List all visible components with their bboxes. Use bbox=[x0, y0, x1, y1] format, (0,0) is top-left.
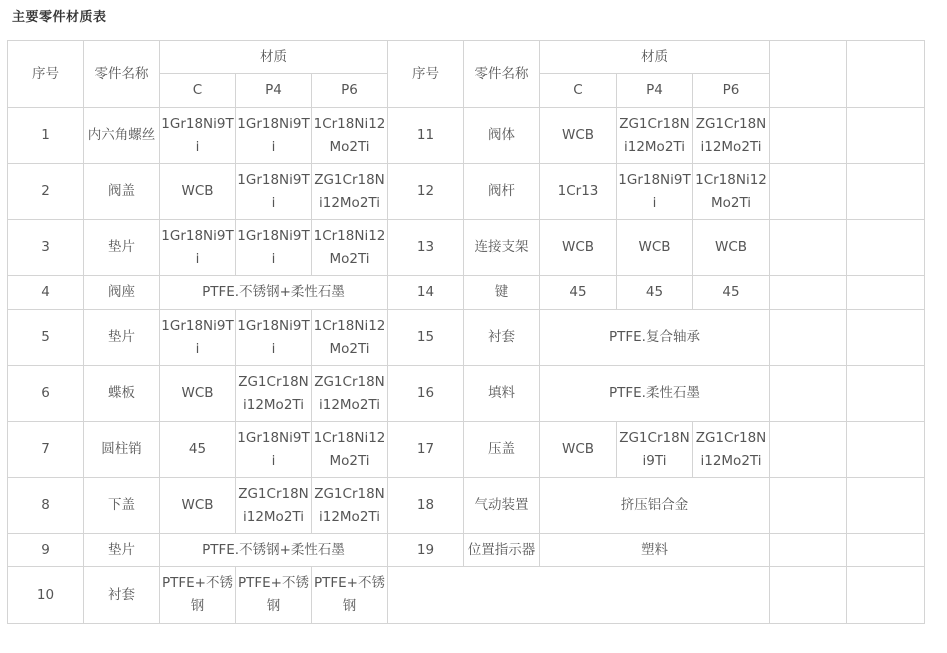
cell-p4: WCB bbox=[617, 220, 693, 276]
cell-no: 14 bbox=[388, 276, 464, 310]
header-row bbox=[8, 41, 925, 74]
empty-cell bbox=[770, 478, 847, 534]
cell-c: WCB bbox=[160, 164, 236, 220]
cell-no: 5 bbox=[8, 310, 84, 366]
cell-name: 填料 bbox=[464, 366, 540, 422]
cell-no: 19 bbox=[388, 534, 464, 567]
empty-cell bbox=[770, 422, 847, 478]
cell-p4: PTFE+不锈钢 bbox=[236, 567, 312, 624]
cell-c: WCB bbox=[160, 478, 236, 534]
cell-name: 内六角螺丝 bbox=[84, 108, 160, 164]
cell-c: WCB bbox=[540, 422, 617, 478]
cell-p4: ZG1Cr18Ni9Ti bbox=[617, 422, 693, 478]
cell-c: 1Cr13 bbox=[540, 164, 617, 220]
cell-p4: ZG1Cr18Ni12Mo2Ti bbox=[236, 366, 312, 422]
empty-cell bbox=[847, 220, 925, 276]
cell-p4: 1Gr18Ni9Ti bbox=[236, 164, 312, 220]
empty-cell bbox=[847, 276, 925, 310]
empty-cell bbox=[770, 220, 847, 276]
cell-c: 45 bbox=[160, 422, 236, 478]
empty-cell bbox=[847, 164, 925, 220]
empty-cell bbox=[770, 41, 847, 108]
header-p4: P4 bbox=[617, 74, 693, 108]
cell-c: WCB bbox=[540, 108, 617, 164]
empty-cell bbox=[847, 108, 925, 164]
cell-no: 6 bbox=[8, 366, 84, 422]
table-row bbox=[8, 108, 925, 164]
cell-p4: 1Gr18Ni9Ti bbox=[236, 422, 312, 478]
cell-merged-material: PTFE.复合轴承 bbox=[540, 310, 770, 366]
empty-cell bbox=[847, 41, 925, 108]
parts-material-table bbox=[7, 40, 925, 624]
empty-cell bbox=[770, 310, 847, 366]
cell-p6: ZG1Cr18Ni12Mo2Ti bbox=[312, 366, 388, 422]
empty-cell bbox=[770, 164, 847, 220]
cell-merged-material: PTFE.不锈钢+柔性石墨 bbox=[160, 276, 388, 310]
cell-p6: ZG1Cr18Ni12Mo2Ti bbox=[693, 108, 770, 164]
cell-name: 气动装置 bbox=[464, 478, 540, 534]
cell-p6: 1Cr18Ni12Mo2Ti bbox=[312, 422, 388, 478]
cell-name: 垫片 bbox=[84, 534, 160, 567]
cell-merged-material: PTFE.不锈钢+柔性石墨 bbox=[160, 534, 388, 567]
cell-p4: 1Gr18Ni9Ti bbox=[236, 108, 312, 164]
table-row bbox=[8, 422, 925, 478]
header-p4: P4 bbox=[236, 74, 312, 108]
cell-c: WCB bbox=[540, 220, 617, 276]
cell-name: 下盖 bbox=[84, 478, 160, 534]
header-name: 零件名称 bbox=[84, 41, 160, 108]
table-row bbox=[8, 567, 925, 624]
cell-p6: 1Cr18Ni12Mo2Ti bbox=[312, 220, 388, 276]
cell-name: 阀杆 bbox=[464, 164, 540, 220]
cell-merged-material: 塑料 bbox=[540, 534, 770, 567]
cell-p4: 1Gr18Ni9Ti bbox=[236, 310, 312, 366]
cell-name: 阀体 bbox=[464, 108, 540, 164]
empty-cell bbox=[847, 366, 925, 422]
cell-no: 2 bbox=[8, 164, 84, 220]
cell-name: 阀盖 bbox=[84, 164, 160, 220]
empty-cell bbox=[388, 567, 770, 624]
cell-p4: ZG1Cr18Ni12Mo2Ti bbox=[236, 478, 312, 534]
cell-c: 1Gr18Ni9Ti bbox=[160, 220, 236, 276]
table-row bbox=[8, 164, 925, 220]
cell-name: 衬套 bbox=[84, 567, 160, 624]
empty-cell bbox=[770, 108, 847, 164]
cell-p6: ZG1Cr18Ni12Mo2Ti bbox=[312, 478, 388, 534]
cell-p6: PTFE+不锈钢 bbox=[312, 567, 388, 624]
cell-no: 17 bbox=[388, 422, 464, 478]
header-material: 材质 bbox=[540, 41, 770, 74]
header-material: 材质 bbox=[160, 41, 388, 74]
empty-cell bbox=[847, 567, 925, 624]
empty-cell bbox=[847, 478, 925, 534]
cell-no: 18 bbox=[388, 478, 464, 534]
cell-p4: 1Gr18Ni9Ti bbox=[236, 220, 312, 276]
cell-no: 11 bbox=[388, 108, 464, 164]
cell-p4: 1Gr18Ni9Ti bbox=[617, 164, 693, 220]
cell-name: 位置指示器 bbox=[464, 534, 540, 567]
table-row bbox=[8, 478, 925, 534]
cell-name: 键 bbox=[464, 276, 540, 310]
empty-cell bbox=[770, 366, 847, 422]
cell-p6: ZG1Cr18Ni12Mo2Ti bbox=[693, 422, 770, 478]
cell-name: 圆柱销 bbox=[84, 422, 160, 478]
cell-name: 压盖 bbox=[464, 422, 540, 478]
cell-merged-material: 挤压铝合金 bbox=[540, 478, 770, 534]
empty-cell bbox=[770, 534, 847, 567]
cell-c: PTFE+不锈钢 bbox=[160, 567, 236, 624]
cell-c: 1Gr18Ni9Ti bbox=[160, 108, 236, 164]
cell-no: 9 bbox=[8, 534, 84, 567]
cell-no: 12 bbox=[388, 164, 464, 220]
header-c: C bbox=[540, 74, 617, 108]
cell-p6: WCB bbox=[693, 220, 770, 276]
header-name: 零件名称 bbox=[464, 41, 540, 108]
empty-cell bbox=[770, 567, 847, 624]
empty-cell bbox=[770, 276, 847, 310]
table-row bbox=[8, 310, 925, 366]
cell-name: 衬套 bbox=[464, 310, 540, 366]
cell-no: 7 bbox=[8, 422, 84, 478]
cell-no: 1 bbox=[8, 108, 84, 164]
empty-cell bbox=[847, 534, 925, 567]
empty-cell bbox=[847, 310, 925, 366]
header-p6: P6 bbox=[312, 74, 388, 108]
cell-name: 垫片 bbox=[84, 220, 160, 276]
cell-p6: ZG1Cr18Ni12Mo2Ti bbox=[312, 164, 388, 220]
cell-name: 阀座 bbox=[84, 276, 160, 310]
table-row bbox=[8, 276, 925, 310]
header-no: 序号 bbox=[388, 41, 464, 108]
cell-c: 45 bbox=[540, 276, 617, 310]
header-no: 序号 bbox=[8, 41, 84, 108]
header-c: C bbox=[160, 74, 236, 108]
cell-no: 16 bbox=[388, 366, 464, 422]
header-p6: P6 bbox=[693, 74, 770, 108]
empty-cell bbox=[847, 422, 925, 478]
cell-no: 13 bbox=[388, 220, 464, 276]
cell-p4: 45 bbox=[617, 276, 693, 310]
cell-no: 8 bbox=[8, 478, 84, 534]
cell-name: 连接支架 bbox=[464, 220, 540, 276]
cell-merged-material: PTFE.柔性石墨 bbox=[540, 366, 770, 422]
table-row bbox=[8, 220, 925, 276]
cell-no: 10 bbox=[8, 567, 84, 624]
cell-c: WCB bbox=[160, 366, 236, 422]
table-row bbox=[8, 366, 925, 422]
cell-p6: 1Cr18Ni12Mo2Ti bbox=[693, 164, 770, 220]
cell-p6: 1Cr18Ni12Mo2Ti bbox=[312, 108, 388, 164]
cell-name: 蝶板 bbox=[84, 366, 160, 422]
cell-no: 3 bbox=[8, 220, 84, 276]
page-title: 主要零件材质表 bbox=[12, 10, 107, 25]
cell-name: 垫片 bbox=[84, 310, 160, 366]
cell-c: 1Gr18Ni9Ti bbox=[160, 310, 236, 366]
cell-no: 4 bbox=[8, 276, 84, 310]
cell-p6: 45 bbox=[693, 276, 770, 310]
table-row bbox=[8, 534, 925, 567]
cell-p4: ZG1Cr18Ni12Mo2Ti bbox=[617, 108, 693, 164]
cell-no: 15 bbox=[388, 310, 464, 366]
cell-p6: 1Cr18Ni12Mo2Ti bbox=[312, 310, 388, 366]
